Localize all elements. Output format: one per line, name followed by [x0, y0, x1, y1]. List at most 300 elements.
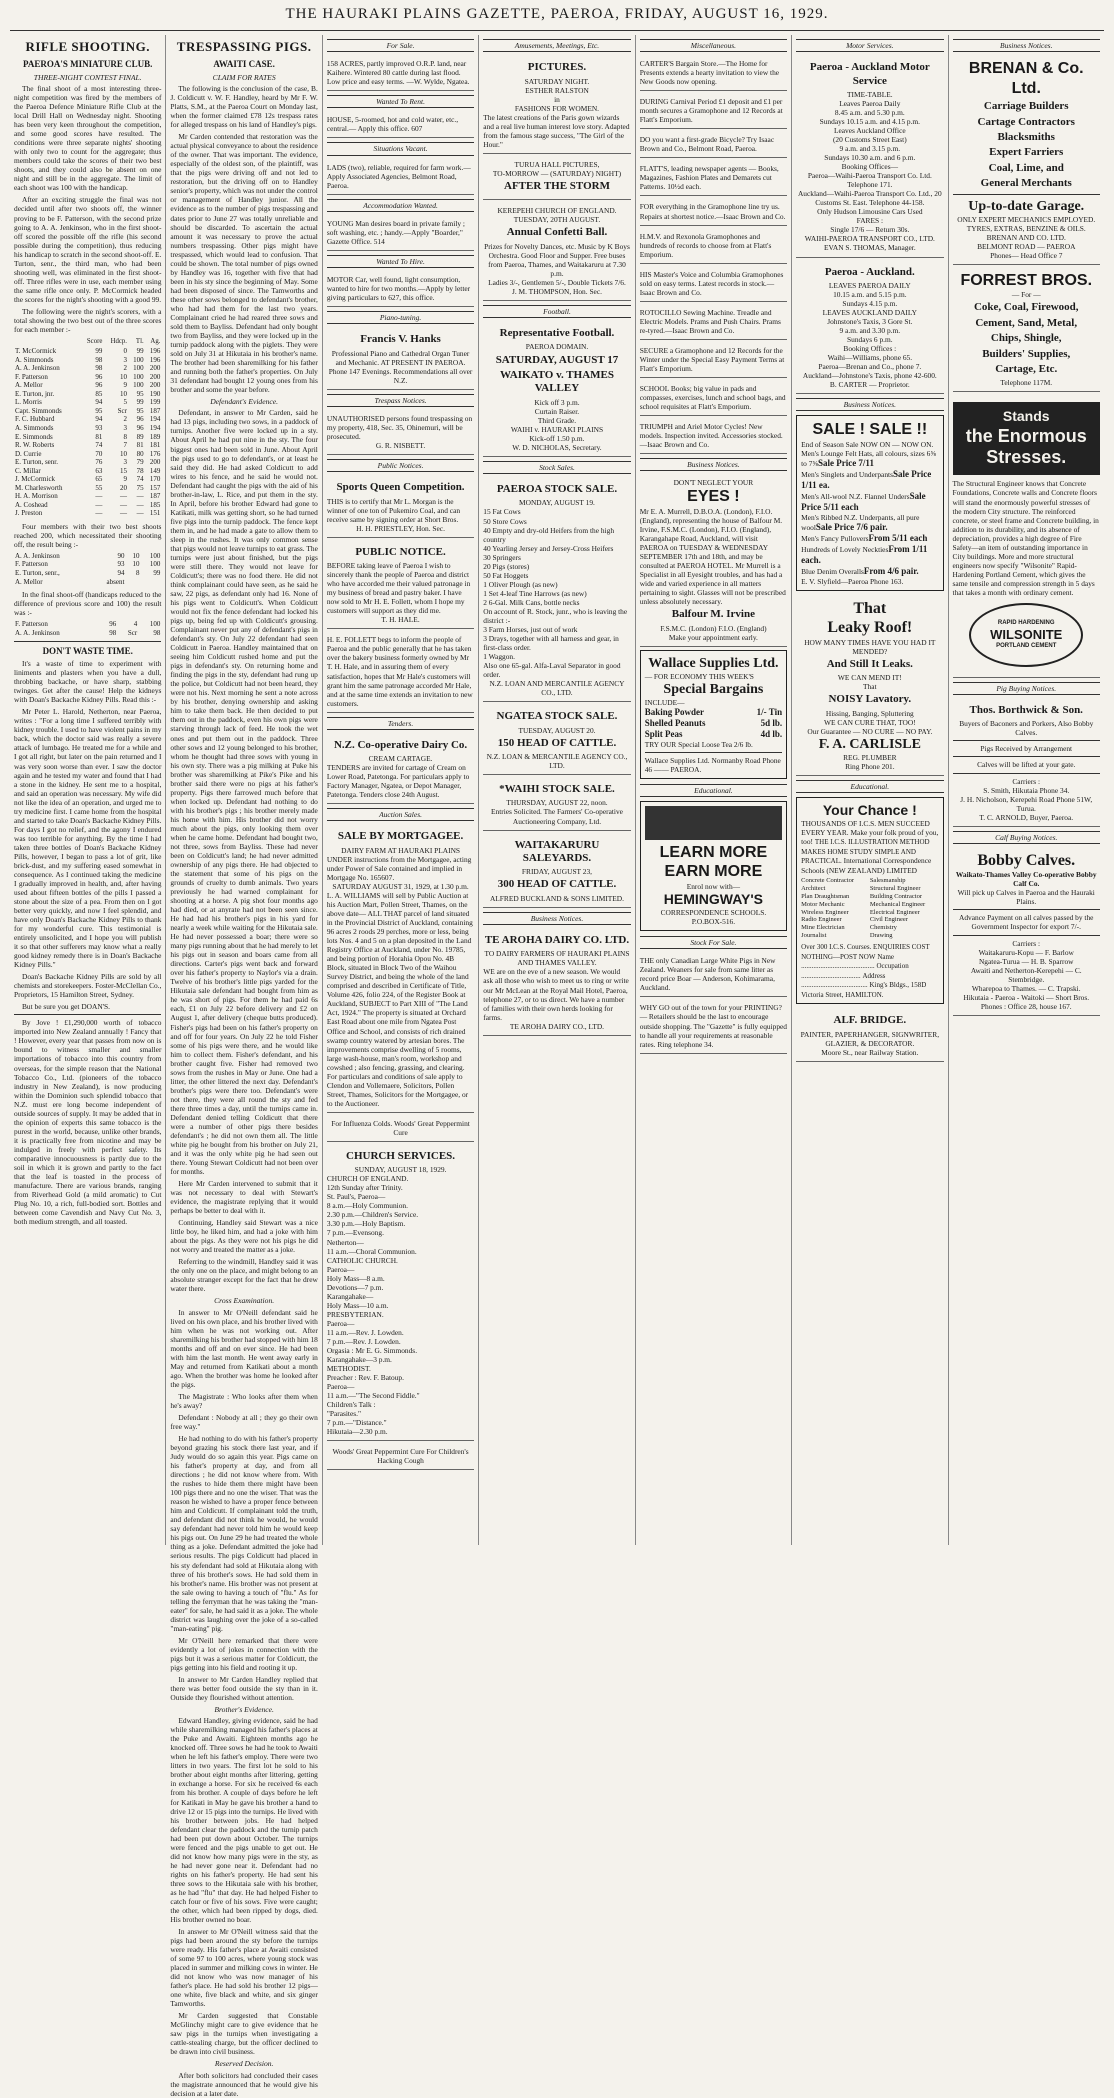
list-item: CATHOLIC CHURCH.	[326, 1255, 398, 1265]
bargain-list	[645, 707, 782, 740]
ad-date: SATURDAY, AUGUST 17	[495, 353, 619, 366]
item-price: Sale Price 1/11 ea.	[801, 468, 932, 490]
ad-firm: E. V. Slyfield—Paeroa	[801, 576, 869, 586]
table-cell: E. Turton, senr.	[15, 458, 58, 467]
list-item: 1 Waggon.	[483, 651, 515, 661]
table-cell: —	[136, 492, 144, 501]
ad-text: DURING Carnival Period £1 deposit and £1 per month secures a Gramophone and 12 Records at Flatt's Emporium.	[639, 97, 783, 125]
list-item: Sundays 6 p.m.	[847, 335, 893, 345]
table-cell: 98	[95, 355, 103, 364]
table-cell: 74	[136, 475, 144, 484]
table-cell: 170	[149, 475, 161, 484]
article-para: It's a waste of time to experiment with liniments and plasters when you have a dull, throbbing backache, or have sharp, stabbing twinges. Get after the cause! Help the kidneys with Doan's Backache Kidney Pills. Read this :-	[14, 659, 162, 705]
ad-heading: EARN MORE	[664, 863, 763, 881]
course-item: Building Contractor	[869, 892, 922, 900]
sale-item	[801, 533, 938, 544]
ad-heading: Sports Queen Competition.	[336, 481, 465, 494]
ad-star: ESTHER RALSTON	[525, 85, 589, 95]
ad-text: Our Guarantee — NO CURE — NO PAY.	[807, 726, 933, 736]
article-body	[170, 1308, 317, 1702]
table-cell: Capt. Simmonds	[15, 406, 62, 415]
coupon-occupation-field: Occupation ..................................	[801, 962, 909, 980]
list-item: Cartage Contractors	[977, 115, 1075, 128]
list-item: Sundays 4.15 p.m.	[842, 298, 898, 308]
sale-item	[801, 491, 938, 513]
table-cell: 100	[149, 560, 161, 569]
ad-heading: Bobby Calves.	[977, 851, 1076, 869]
list-item: 30 Springers	[483, 552, 521, 562]
ad-subheading: TO DAIRY FARMERS OF HAURAKI PLAINS AND THAMES VALLEY.	[484, 949, 630, 968]
ad-price: 2/6 lb.	[733, 739, 753, 749]
ad-heading: Special Loose Tea	[678, 739, 733, 749]
divider	[953, 935, 1100, 936]
list-item: (20 Customs Street East)	[832, 135, 907, 145]
table-header	[14, 337, 161, 347]
ad-text: SCHOOL Books; big value in pads and compasses, exercises, lunch and school bags, and school requisites at Flatt's Emporium.	[639, 383, 786, 411]
list-item: Carriage Builders	[983, 100, 1069, 113]
article-body	[170, 84, 317, 394]
table-row	[14, 467, 161, 476]
ad-text: TYRES, EXTRAS, BENZINE & OILS.	[966, 223, 1086, 233]
table-cell: 2	[123, 364, 127, 373]
item-name: Men's Singlets and Underpants	[801, 469, 893, 479]
ad-date: SATURDAY NIGHT.	[524, 76, 590, 86]
ad-text: HOUSE, 5-roomed, hot and cold water, etc., central.— Apply this office. 607	[326, 115, 459, 134]
ad-text: Professional Piano and Cathedral Organ Tuner and Mechanic. AT PRESENT IN PAEROA. Phone 147 Evenings. Recommendations all over N.Z.	[328, 348, 473, 385]
ad-heading: *WAIHI STOCK SALE.	[499, 783, 615, 796]
ad-teams: WAIHI v. HAURAKI PLAINS	[510, 424, 604, 434]
list-item: Paeroa—	[326, 1318, 355, 1328]
ad-heading: BRENAN & Co. Ltd.	[968, 60, 1084, 97]
list-item: 8 a.m.—Holy Communion.	[326, 1201, 408, 1211]
ad-text: BEFORE taking leave of Paeroa I wish to sincerely thank the people of Paeroa and district who have accorded me their valued patronage in my business of bread and pastry baker. I have now sold to Mr H. E. Follett, whom I hope my customers will support as they did me.	[326, 561, 471, 616]
article-subtitle: AWAITI CASE.	[213, 58, 275, 69]
table-cell: 96	[136, 415, 144, 424]
classified-ad	[640, 229, 787, 264]
article-title-rifle: RIFLE SHOOTING.	[25, 39, 150, 54]
ad-text: Make your appointment early.	[668, 632, 758, 642]
section-label: Accommodation Wanted.	[327, 199, 474, 212]
list-item: Coke, Coal, Firewood,	[973, 301, 1079, 314]
table-cell: 15	[119, 466, 127, 475]
carrier-list	[953, 948, 1100, 1011]
ad-text: H.M.V. and Rexonola Gramophones and hundreds of records to choose from at Flatt's Emporium.	[639, 231, 772, 259]
table-cell: 10	[119, 449, 127, 458]
table-cell: 98	[153, 628, 161, 637]
article-para: After both solicitors had concluded their cases the magistrate announced that he would give his decision at a later date.	[170, 2070, 318, 2098]
course-item: Mechanical Engineer	[869, 900, 926, 908]
ad-heading: EYES !	[687, 488, 740, 506]
ad-ngatea-stock-sale	[483, 705, 630, 775]
logo-text: RAPID HARDENING	[997, 619, 1055, 626]
table-cell: 200	[149, 372, 161, 381]
ad-mortgagee-sale	[327, 825, 474, 1112]
list-item: Only Hudson Limousine Cars Used	[817, 207, 923, 217]
table-cell: —	[119, 509, 127, 518]
ad-signature: N.Z. LOAN & MERCANTILE AGENCY CO., LTD.	[486, 751, 628, 771]
article-para: Four members with their two best shoots reached 200, which necessitated their shooting off, the result being :-	[14, 521, 162, 549]
table-body	[14, 347, 161, 518]
list-item: 20 Pigs (stores)	[483, 561, 530, 571]
table-cell: A. Simmonds	[15, 355, 54, 364]
section-label: Wanted To Hire.	[327, 255, 474, 268]
column-6	[792, 35, 948, 1545]
col-header: Hdcp.	[110, 337, 127, 345]
table-cell: 93	[117, 560, 125, 569]
illustration-icon	[645, 806, 782, 840]
course-item: Concrete Contractor	[801, 876, 854, 884]
article-subtitle: CLAIM FOR RATES	[212, 72, 276, 82]
ad-text: J. H. Nicholson, Kerepehi Road Phone 51W, Turua.	[960, 794, 1093, 813]
ad-text: CORRESPONDENCE SCHOOLS.	[660, 908, 767, 918]
ad-text: UNDER instructions from the Mortgagee, acting under Power of Sale contained and implied in Mortgage No. 165607.	[326, 854, 472, 882]
scores-table	[14, 337, 161, 518]
table-row	[14, 364, 161, 373]
table-cell: 3	[123, 458, 127, 467]
ad-time: Kick off 3 p.m.	[534, 397, 580, 407]
ad-text: TRIUMPH and Ariel Motor Cycles! New models. Inspection invited. Accessories stocked.—Isaac Brown and Co.	[639, 422, 783, 450]
list-item: Also one 65-gal. Alfa-Laval Separator in good order.	[483, 661, 621, 680]
list-item: "Parasites."	[326, 1409, 361, 1419]
ad-heading: LEARN MORE	[659, 843, 768, 861]
table-cell: A. Mellor	[15, 577, 43, 586]
table-cell: 20	[119, 483, 127, 492]
list-item: Hikutaia—2.30 p.m.	[326, 1427, 388, 1437]
table-cell: 100	[133, 355, 144, 364]
article-para: In answer to Mr O'Neill witness said that the pigs had been around the sty before the turnips were ready. His father's place at Awaiti consisted of some 97 to 100 acres, where young stock was placed in summer and milking cows in winter. He did not know who was now manager of his father's place. He had sold his brother 12 pigs—one white, five black and white, and six ginger Tamworths.	[170, 1926, 318, 2009]
table-cell: A. Coshead	[15, 500, 48, 509]
table-cell: 5	[123, 398, 127, 407]
list-item: 9 a.m. and 3.15 p.m.	[839, 144, 901, 154]
course-item: Chemistry	[869, 924, 897, 932]
list-item: Karangahake—3 p.m.	[326, 1354, 392, 1364]
item-name: Shelled Peanuts	[644, 717, 706, 728]
list-item: 50 Fat Hoggets	[483, 570, 529, 580]
table-row	[14, 569, 161, 578]
article-para: Referring to the windmill, Handley said it was the only one on the place, and might belong to an absolute stranger except for the fact that he drew water there.	[170, 1257, 318, 1294]
table-cell: 4	[133, 620, 138, 629]
ad-heading: Leaky Roof!	[827, 619, 913, 637]
column-7	[949, 35, 1104, 1545]
table-cell: 190	[149, 389, 161, 398]
ad-text: NOISY Lavatory.	[828, 693, 912, 706]
ad-text: Make your folk proud of you, too!	[801, 828, 939, 847]
ad-date: SUNDAY, AUGUST 18, 1929.	[354, 1165, 447, 1175]
table-row	[14, 433, 161, 442]
ad-text: DO you want a first-grade Bicycle? Try Isaac Brown and Co., Belmont Road, Paeroa.	[639, 135, 775, 154]
table-cell: 78	[136, 466, 144, 475]
course-item: Plan Draughtsman	[801, 892, 850, 900]
table-cell: 95	[136, 389, 144, 398]
ad-subheading: — FOR ECONOMY	[644, 671, 708, 681]
ad-eyes	[640, 475, 787, 646]
ad-printing	[640, 1000, 787, 1053]
column-4	[479, 35, 635, 1545]
table-cell: E. Turton, senr.,	[15, 568, 60, 577]
list-item: 2.30 p.m.—Children's Service.	[326, 1210, 419, 1220]
table-cell: 9	[123, 475, 127, 484]
ad-heading: CHURCH SERVICES.	[346, 1149, 456, 1162]
ad-slyfield-sale	[796, 415, 943, 590]
table-row	[14, 415, 161, 424]
ad-firm: Waikato-Thames Valley Co-operative Bobby Calf Co.	[955, 870, 1097, 889]
ad-firm: HEMINGWAY'S	[663, 891, 764, 908]
list-item: 1 Oliver Plough (as new)	[483, 579, 558, 589]
ad-heading: Up-to-date Garage.	[968, 198, 1085, 214]
table-cell: 100	[149, 551, 161, 560]
ad-text: 158 ACRES, partly improved O.R.P. land, near Kaihere. Wintered 80 cattle during last flood. Low price and easy terms. —W. Wylde, Ngatea.	[326, 59, 470, 87]
ad-heading: Francis V. Hanks	[360, 333, 441, 346]
ad-borthwick	[953, 699, 1100, 827]
sale-item	[801, 566, 938, 577]
ad-wilsonite	[953, 395, 1100, 677]
table-row	[14, 629, 161, 638]
table-row	[14, 492, 161, 501]
course-item: Structural Engineer	[869, 884, 921, 892]
table-cell: Scr	[117, 406, 127, 415]
table-cell: —	[95, 492, 103, 501]
ad-phone: Ring Phone 201.	[845, 761, 895, 771]
table-cell: 100	[133, 372, 144, 381]
ad-heading: WAITAKARURU SALEYARDS.	[514, 838, 600, 864]
table-cell: F. C. Hubbard	[15, 415, 55, 424]
table-cell: 196	[149, 355, 161, 364]
article-para: Defendant, in answer to Mr Carden, said he had 13 pigs, including two sows, in a paddock of turnips. Another five were locked up in a sty. About April he had put nine in the sty. The four biggest ones had been sold in June. About April the pigs used to go to defendant's, or at least he said they did. He had asked Coldicutt to add wires to his fence, and he said he would not. Defendant had caught the pigs with the aid of his brother-in-law, L. Rice, and put them in the sty. In April, before his brother Edward had gone to Katikati, milk was getting short, so he had turned five pigs into the turnip paddock. The fence kept them in, and he had made a gate to allow them to sleep in the rushes. It was only common sense that pigs would not leave turnips to eat grass. The turnips were just about finished, but the pigs were still there. They would not leave for Coldicutt's; there was no food there. He did not think complainant could have seen, as he said he saw, 22 pigs, as defendant only had 16. None of his pigs went to Coldicutt's. When Coldicutt would not fix the fence defendant had locked his pigs up, being fed up with Coldicutt's grousing. Complainant never put any of defendant's pigs in defendant's sty. On July 22 defendant had seen Coldicutt in Paeroa. Handley maintained that on seeing him Coldicutt rushed home and put the pigs in defendant's sty. On returning home and finding the pigs in the sty, defendant had rung up the police, but Coldicutt had not been heard, they were not his. Next morning he sent a note across by his brother, denying ownership and asking him to take them back. He then decided to put them out in the paddock, even his own pigs were starving through lack of feed. He took the wet ones and put them out in the paddock. Three other sows and 12 young belonged to his brother, whom he thought had three sows with young in his own sty. There was a pig milking at Puke his brother was sharemilking at Pike's Pike and his brother said there were no pigs at his father's property. Pigs there farrowed much before that when locked up. Defendant had nothing to do with his brother's pigs ; his brother merely made his home with him. His brother did not worry much about the pigs, only looking them over when he came home. Defendant had bought two, not three, sows from Bayliss. These had never been on Coldicutt's land; he had never admitted ownership of any pigs there. He had objected to the statement that some of his pigs on the grounds of cruelty to dumb animals. Two years previously he had warned complainant for shooting at a horse. A pig shot four months ago had died, or at anyrate had not been seen since. He had had his brother's pigs in his yard for nearly a week while waiting for the Hikutaia sale. He had never possessed a boar; there were so many pigs running about that he had merely to let his pigs out in season and boars came from all directions. Carter's pigs went back and forward over his father's property to Naylor's via a drain. Twelve of his brother's little pigs yarded for the Hikutaia sale defendant had bought from him as he was short of pigs. For them he had paid 6s each, £1 on July 22 before delivery and £2 on August 1, after delivery (cheque butts produced). Fisher's pigs had been on his father's property on and off for four years. On July 22 he told Fisher some of his pigs were there, and he would like him to collect them. Fisher's defendant, and his brother caught five. Fisher had removed two sows from the rushes in May or June. One had a litter, the other littered the next day. Defendant's brother's pigs were there too. Defendant's were not there, they were all round the sty and fed there three times a day, until the turnips came in. Defendant denied telling Coldicutt that there were a number of other pigs there besides defendant's ; he did not own them all. The little white pig he bought from his brother on July 21, and it was the only white pig he had seen out there. Young Stewart Coldicutt had not been over for months.	[170, 408, 318, 1177]
sale-item	[801, 544, 938, 566]
ad-firm: F. A. CARLISLE	[818, 736, 921, 752]
article-para: The Magistrate : Who looks after them when he's away?	[170, 1391, 318, 1410]
item-price: 4d lb.	[760, 728, 783, 739]
table-cell: A. Simmonds	[15, 423, 54, 432]
list-item: Paeroa—	[326, 1264, 355, 1274]
ad-text: Carriers :	[1012, 938, 1041, 948]
article-para: In the final shoot-off (handicaps reduced to the difference of previous score and 100) the result was :-	[14, 590, 162, 618]
table-cell: 96	[136, 423, 144, 432]
table-cell: 75	[136, 483, 144, 492]
classified-ad	[640, 94, 787, 129]
ad-signature: J. M. THOMPSON, Hon. Sec.	[511, 286, 602, 296]
ad-signature: T. C. ARNOLD, Buyer, Paeroa.	[979, 812, 1074, 822]
ad-dairy-tender	[327, 734, 474, 805]
table-cell: 81	[95, 432, 103, 441]
section-label: Amusements, Meetings, Etc.	[483, 39, 630, 52]
logo-text: WILSONITE	[990, 626, 1063, 642]
table-cell: 95	[136, 406, 144, 415]
ad-phone: Phones— Head Office 7	[990, 250, 1063, 260]
ad-text: FOR everything in the Gramophone line try us. Repairs at shortest notice.—Isaac Brown and Co.	[639, 202, 786, 221]
table-cell: 95	[95, 406, 103, 415]
section-label: Motor Services.	[796, 39, 943, 52]
item-price: Sale Price 5/11 each	[801, 490, 926, 512]
item-price: Sale Price 7/6 pair.	[815, 521, 888, 532]
table-row	[14, 560, 161, 569]
article-para: But be sure you get DOAN'S.	[22, 1002, 110, 1012]
ad-bridge	[796, 1009, 943, 1062]
table-cell: 76	[95, 458, 103, 467]
article-body	[170, 1716, 317, 2056]
ad-heading: Stresses.	[986, 447, 1067, 468]
item-price: 5d lb.	[760, 717, 783, 728]
forrest-lines	[953, 301, 1100, 376]
table-cell: 176	[149, 449, 161, 458]
ad-text: LADS (two), reliable, required for farm work.—Apply Associated Agencies, Belmont Road, Paeroa.	[326, 162, 471, 190]
divider	[953, 909, 1100, 910]
table-row	[14, 578, 161, 587]
classified-ad	[640, 381, 787, 416]
article-para: Mr Peter L. Harold, Netherton, near Paeroa, writes : "For a long time I suffered terribly with kidney trouble. I used to have violent pains in my back, which the doctor said was really a severe attack of lumbago. He treated me for a while and I got all right, but later on the pain returned and I was very soon worse than ever. I saw the doctor again and he tested my water and found that I had a stone in the kidney. He sent me to a hospital, and said an operation was necessary. My wife did not like the idea of an operation, and urged me to try medicine first. I came home from the hospital and started to take Doan's Backache Kidney Pills. For days I got no relief, and the agony I endured was too terrible for anything. By the time I had taken three bottles of Doan's Backache Kidney Pills, however, I began to pass a lot of grit, like brick-dust, and my suffering eased somewhat in consequence. As I continued taking the medicine I gradually improved in health, and, after having used about fifteen bottles of the pills I passed a stone about the size of a pea. From then on I got better very quickly, and now I feel splendid, and have only Doan's Backache Kidney Pills to thank for my wonderful cure. This testimonial is entirely unsolicited, and I hope you will publish it so that other sufferers may know what a really good kidney remedy there is in Doan's Backache Kidney Pills."	[14, 707, 162, 970]
table-cell: 96	[95, 381, 103, 390]
ad-text: Will pick up Calves in Paeroa and the Hauraki Plains.	[957, 888, 1095, 907]
article-title-doans: DON'T WASTE TIME.	[42, 646, 133, 657]
ad-text: MOTOR Car, well found, light consumption, wanted to hire for two months.—Apply by letter giving particulars to 627, this office.	[326, 275, 471, 303]
ad-te-aroha-dairy	[483, 929, 630, 1036]
table-cell: E. Turton, jnr.	[15, 389, 55, 398]
article-para: The final shoot of a most interesting three-night competition was fired by the members of the Paeroa Defence Miniature Rifle Club at the local Drill Hall on Wednesday night. Shooting has been very keen throughout the competition, and some good scores have resulted. The conditions were three separate nights' shooting with only two to count for the aggregate; thus members could take the scores of their two best shoots, and they could also be absent on one night and still be in the aggregate. The limit of each shoot was 100 with the handicap.	[14, 84, 162, 193]
ad-address: King's Bldgs., 158D Victoria Street, HAMILTON.	[801, 981, 927, 999]
ad-signature: W. D. NICHOLAS, Secretary.	[512, 442, 602, 452]
table-cell: 74	[95, 441, 103, 450]
article-body	[14, 84, 161, 334]
stock-list	[483, 507, 630, 679]
ad-address: BELMONT ROAD — PAEROA	[977, 241, 1076, 251]
section-label: Tenders.	[327, 717, 474, 730]
ad-text: PAINTER, PAPERHANGER, SIGNWRITER, GLAZIER, & DECORATOR.	[800, 1029, 940, 1048]
course-item: Mine Electrician	[801, 924, 845, 932]
ad-trespass	[327, 411, 474, 455]
table-cell: 98	[95, 364, 103, 373]
section-label: Situations Vacant.	[327, 142, 474, 155]
ad-forrest	[953, 268, 1100, 393]
ad-heading: PICTURES.	[527, 61, 587, 74]
ad-heading: NGATEA STOCK SALE.	[496, 710, 618, 723]
list-item: 11 a.m.—Rev. J. Lowden.	[326, 1327, 404, 1337]
sale-item	[801, 469, 938, 491]
ad-film: AFTER THE STORM	[504, 179, 610, 192]
list-item: 3 Drays, together with all harness and gear, in first-class order.	[483, 633, 619, 652]
section-label: Football.	[483, 305, 630, 318]
article-body	[14, 1018, 161, 1226]
item-name: Baking Powder	[644, 706, 704, 717]
ad-heading: Paeroa - Auckland Motor Service	[809, 61, 930, 87]
ad-venue: PAEROA DOMAIN.	[525, 342, 589, 352]
ad-text: CARTER'S Bargain Store.—The Home for Presents extends a hearty invitation to view the New Goods now opening.	[639, 59, 780, 87]
table-cell: R. W. Roberts	[15, 441, 55, 450]
table-cell: 63	[95, 466, 103, 475]
ad-text: FLATT'S, leading newspaper agents — Books, Magazines, Fashion Plates and Demarets cut Patterns. 10½d each.	[639, 164, 779, 192]
table-cell: 3	[123, 423, 127, 432]
ad-text: Enrol now with—	[686, 882, 741, 891]
ad-phone: Phone 163.	[870, 576, 904, 586]
table-cell: —	[95, 500, 103, 509]
brenan-lines	[953, 100, 1100, 190]
ad-date: FRIDAY, AUGUST 23,	[521, 867, 593, 877]
list-item: 7 p.m.—"Distance."	[326, 1418, 387, 1428]
section-label: Business Notices.	[953, 39, 1100, 52]
section-label: Stock Sales.	[483, 461, 630, 474]
ad-text: Hissing, Banging, Spluttering	[825, 708, 914, 718]
table-cell: 96	[109, 620, 117, 629]
list-item: Holy Mass—10 a.m.	[326, 1300, 389, 1310]
ad-firm: BRENAN AND CO. LTD.	[986, 232, 1066, 242]
bargain-item	[645, 718, 782, 729]
final-shootoff-table	[14, 620, 161, 637]
article-para: Doan's Backache Kidney Pills are sold by all chemists and storekeepers. Foster-McClellan Co., Proprietors, 15 Hamilton Street, Sydney.	[14, 972, 162, 1000]
table-cell: —	[95, 509, 103, 518]
list-item: 40 Empty and dry-old Heifers from the high country	[483, 525, 615, 544]
ad-peppermint-cure-2	[327, 1444, 474, 1470]
item-price: From 5/11 each	[868, 532, 928, 543]
item-name: Split Peas	[644, 728, 683, 739]
item-name: Men's All-wool N.Z. Flannel Unders	[801, 491, 910, 501]
misc-ads	[640, 56, 787, 454]
ad-text: Third Grade.	[537, 415, 577, 425]
section-head: Brother's Evidence.	[214, 1704, 274, 1714]
ad-text: HIS Master's Voice and Columbia Gramophones sold on easy terms. Latest records in stock.—Isaac Brown and Co.	[639, 269, 784, 297]
ad-text: Buyers of Baconers and Porkers, Also Bobby Calves.	[959, 719, 1094, 738]
table-cell	[125, 578, 140, 587]
list-item: 3 Farm Horses, just out of work	[483, 624, 578, 634]
table-row	[14, 398, 161, 407]
section-label: Educational.	[796, 780, 943, 793]
table-cell: L. Morris	[15, 398, 42, 407]
table-cell: 189	[149, 432, 161, 441]
ad-text: Advance Payment on all calves passed by the Government Inspector for export 7/-.	[959, 913, 1094, 932]
course-item: Radio Engineer	[801, 916, 842, 924]
ad-address: Moore St., near Railway Station.	[821, 1047, 919, 1057]
ad-subheading: End of Season Sale	[801, 439, 859, 449]
ad-paeroa-stock-sale	[483, 478, 630, 702]
ad-wallace-supplies	[640, 650, 787, 779]
section-label: Educational.	[640, 784, 787, 797]
item-price: From 1/11 each.	[801, 543, 928, 565]
ad-firm: Balfour M. Irvine	[671, 608, 755, 621]
section-label: Stock For Sale.	[640, 936, 787, 949]
table-cell: —	[119, 492, 127, 501]
ad-motor-service	[796, 56, 943, 257]
ad-sports-queen	[327, 476, 474, 538]
ad-date: TUESDAY, 20TH AUGUST.	[513, 215, 601, 225]
course-item: Drawing	[869, 932, 893, 940]
table-cell: A. A. Jenkinson	[15, 364, 60, 373]
section-label: Auction Sales.	[327, 808, 474, 821]
col-header: Tl.	[135, 337, 144, 345]
col-header: Ag.	[150, 337, 161, 345]
ad-heading: TE AROHA DAIRY CO. LTD.	[484, 933, 630, 946]
list-item: Paeroa—Waihi-Paeroa Transport Co. Ltd. Telephone 171.	[807, 171, 932, 190]
ad-text: 300 HEAD OF CATTLE.	[497, 878, 617, 891]
table-cell	[140, 578, 161, 587]
list-item: Cartage, Etc.	[995, 363, 1058, 376]
list-item: On account of R. Stock, junr., who is leaving the district :-	[483, 606, 628, 625]
ad-text: F.S.M.C. (London) F.I.O. (England)	[660, 623, 767, 633]
table-cell: 85	[95, 389, 103, 398]
table-row	[14, 407, 161, 416]
ad-text: And Still It Leaks.	[826, 657, 913, 670]
column-3	[323, 35, 479, 1545]
classified-ad	[640, 419, 787, 454]
table-row	[14, 381, 161, 390]
classified-ad	[640, 161, 787, 196]
list-item: PRESBYTERIAN.	[326, 1309, 384, 1319]
article-title-pigs: TRESPASSING PIGS.	[176, 39, 312, 54]
shootoff-table	[14, 552, 161, 586]
list-item: LEAVES PAEROA DAILY	[828, 280, 911, 290]
ad-firm: ALF. BRIDGE.	[833, 1014, 907, 1027]
section-label: Business Notices.	[640, 458, 787, 471]
ad-piano	[327, 328, 474, 390]
ad-text: That	[863, 682, 877, 692]
table-row	[14, 458, 161, 467]
